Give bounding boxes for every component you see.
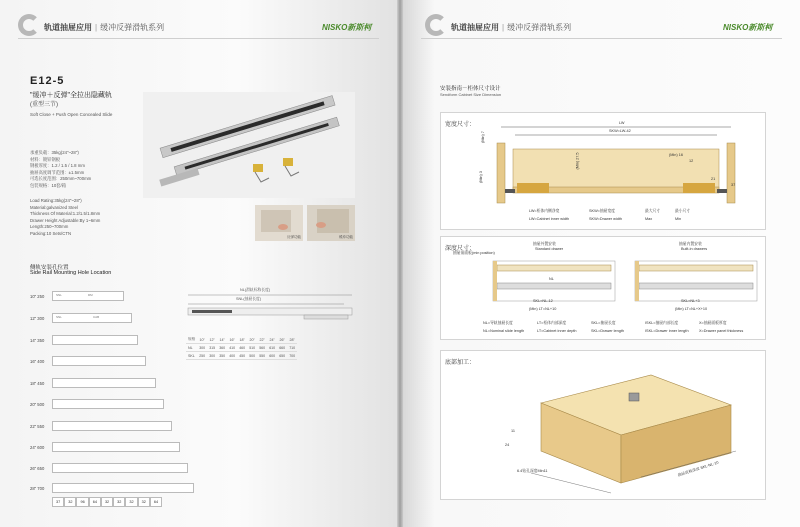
legend-item: X=抽屉面板厚度 [699, 321, 727, 325]
table-cell: 24" [267, 336, 277, 344]
bottom-machining-panel [440, 350, 766, 500]
size-label: 28" 700 [30, 486, 45, 491]
spacing-value: 64 [150, 497, 162, 507]
spec-line: 包装规格：10套/箱 [30, 182, 67, 188]
rail-hole-row [52, 313, 132, 323]
slide-rail-illustration [143, 92, 355, 198]
depth-cross-sections [489, 257, 759, 309]
rail-hole-row [52, 399, 164, 409]
size-label: 10" 250 [30, 294, 45, 299]
spec-list-chinese [30, 150, 91, 190]
spec-line: 抽屉高度调节范围：±1.5mm [30, 169, 85, 175]
spec-line: Material:galvanized Steel [30, 204, 79, 210]
spec-line: Thickness Of Material:1.2/1.5/1.8mm [30, 211, 101, 217]
soft-close-sample [307, 205, 355, 241]
table-cell: 460 [239, 345, 246, 350]
mounting-title: 侧轨安装孔位置 [30, 265, 69, 271]
product-photo [143, 92, 355, 198]
bottom-section-title: 底部加工： [445, 360, 476, 366]
table-cell: 250 [199, 353, 206, 358]
table-cell: 510 [249, 345, 256, 350]
catalog-logo-icon [425, 14, 447, 36]
rail-hole-row [52, 463, 188, 473]
product-name-english: Soft Close + Push Open Concealed Slide [30, 112, 113, 117]
slide-length-drawing [184, 292, 356, 326]
function-samples [255, 205, 355, 241]
rail-hole-row [52, 356, 146, 366]
brand-logo: NISKO新斯柯 [322, 23, 372, 32]
legend-item: ISKL=抽屉内部长度 [645, 321, 679, 325]
lt-label-a: (Min) LT=NL+10 [529, 307, 557, 311]
hole-spacing-row [52, 497, 162, 507]
depth-right-title: 抽屉内置安装 [679, 242, 702, 246]
sample-label: 反弹功能 [287, 235, 301, 239]
product-note: (重型三节) [30, 102, 58, 108]
table-cell: 300 [199, 345, 206, 350]
table-cell: 710 [289, 345, 296, 350]
legend-item: Max [645, 217, 653, 221]
rail-hole-row [52, 335, 138, 345]
spec-line: Length:250~700mm [30, 224, 69, 230]
table-cell: 400 [229, 353, 236, 358]
model-number: E12-5 [30, 75, 65, 87]
table-cell: 560 [259, 345, 266, 350]
table-header-row [186, 336, 297, 344]
skl-label-b: SKL=NL+3 [681, 299, 700, 303]
spacing-value: 96 [76, 497, 88, 507]
legend-item: LW=柜体内侧净宽 [529, 209, 560, 213]
bottom-depth-label: 抽屉底板深度 SKL-NL-10 [677, 460, 720, 478]
table-cell: 18" [237, 336, 247, 344]
min27-label: (Min) 27.5 [575, 152, 580, 170]
nl-label: NL(滑轨标称长度) [240, 288, 271, 292]
table-cell: 规格 [186, 336, 197, 344]
left-page [0, 0, 397, 527]
table-cell: 350 [219, 353, 226, 358]
hole-label: DM [88, 293, 93, 297]
size-label: 20" 500 [30, 402, 45, 407]
table-cell: 610 [269, 345, 276, 350]
legend-item: 最小尺寸 [675, 209, 691, 213]
width-dimension-panel [440, 112, 766, 230]
table-cell: 500 [249, 353, 256, 358]
legend-item: NL=Nominal slide length [483, 329, 525, 333]
table-cell: 300 [209, 353, 216, 358]
skw-label: SKW=LW-42 [609, 129, 631, 133]
catalog-logo-icon [18, 14, 40, 36]
spec-line: Packing:10 Sets/CTN [30, 230, 72, 236]
legend-item: Min [675, 217, 682, 221]
legend-item: 最大尺寸 [645, 209, 661, 213]
spacing-value: 32 [113, 497, 125, 507]
table-cell: 660 [279, 345, 286, 350]
legend-item: SKL=Drawer length [591, 329, 625, 333]
size-label: 12" 300 [30, 316, 45, 321]
rail-hole-row [52, 483, 194, 493]
spec-line: Drawer Height Adjustable:By 1~6mm [30, 217, 101, 223]
size-label: 18" 450 [30, 381, 45, 386]
rail-hole-row [52, 378, 156, 388]
dim-24: 24 [505, 443, 510, 447]
lw-label: LW [619, 121, 625, 125]
legend-item: SKW=Drawer width [589, 217, 623, 221]
spacing-value: 32 [138, 497, 150, 507]
header-subtitle: 缓冲反弹滑轨系列 [507, 23, 572, 32]
legend-item: SKL=抽屉长度 [591, 321, 616, 325]
header-separator: | [502, 23, 505, 32]
rail-hole-row [52, 421, 172, 431]
depth-section-title: 深度尺寸： [445, 246, 476, 252]
header-divider [18, 38, 379, 39]
table-cell: 360 [219, 345, 226, 350]
dim-11: 11 [511, 429, 515, 433]
table-row [186, 352, 297, 360]
drawer-front-label: 抽屉前面板(min position) [453, 251, 495, 255]
rail-hole-row [52, 442, 180, 452]
header-divider [421, 38, 782, 39]
sample-label: 缓冲功能 [339, 235, 353, 239]
table-cell: 410 [229, 345, 236, 350]
spec-list-english [30, 198, 100, 238]
header-title: 轨道抽屉应用 [44, 23, 92, 32]
spacing-value: 32 [125, 497, 137, 507]
spec-line: Load Rating:35kg(24"~28") [30, 198, 82, 203]
table-cell: NL [186, 344, 197, 352]
legend-item: LT=柜体内部深度 [537, 321, 567, 325]
min3-label: (Min) 3 [478, 171, 483, 183]
table-row [186, 344, 297, 352]
legend-item: NL=导轨抽屉长度 [483, 321, 513, 325]
table-cell: 12" [207, 336, 217, 344]
legend-item: SKW=抽屉宽度 [589, 209, 616, 213]
size-label: 26" 650 [30, 466, 45, 471]
spacing-value: 32 [101, 497, 113, 507]
size-label: 22" 550 [30, 424, 45, 429]
install-title-english: Sendform Cabinet Size Dimension [440, 92, 502, 97]
product-name: "缓冲＋反弹"全拉出隐藏轨 [30, 92, 112, 99]
snl-label: SNL(抽屉长度) [236, 297, 262, 301]
skl-label-a: SKL=NL-12 [533, 299, 553, 303]
min7-label: (Min) 7 [480, 131, 485, 143]
right-page-header [403, 18, 800, 38]
hole-label: CAB [93, 315, 100, 319]
brand-logo: NISKO新斯柯 [723, 23, 773, 32]
hole-depth-label: 6.4钻孔深度Min11 [517, 469, 548, 473]
table-cell: 550 [259, 353, 266, 358]
table-cell: 26" [277, 336, 287, 344]
spacing-value: 32 [64, 497, 76, 507]
table-cell: 28" [287, 336, 297, 344]
legend-item: X=Drawer panel thickness [699, 329, 744, 333]
dim-12: 12 [689, 159, 694, 163]
table-cell: 10" [197, 336, 207, 344]
table-cell: 650 [279, 353, 286, 358]
hole-label: SNL [56, 315, 62, 319]
size-label: 24" 600 [30, 445, 45, 450]
spec-line: 钢板厚度：1.2 / 1.5 / 1.8 mm [30, 163, 85, 169]
table-cell: 16" [227, 336, 237, 344]
mounting-title-english: Side Rail Mounting Hole Location [30, 270, 112, 276]
spec-line: 可选长度范围：250mm~700mm [30, 176, 92, 182]
header-title: 轨道抽屉应用 [451, 23, 499, 32]
table-cell: 315 [209, 345, 216, 350]
depth-dimension-panel [440, 236, 766, 340]
spacing-value: 37 [52, 497, 64, 507]
table-cell: 22" [257, 336, 267, 344]
push-open-sample [255, 205, 303, 241]
dim-37: 37 [731, 183, 736, 187]
left-page-header [0, 18, 397, 38]
width-section-title: 宽度尺寸： [445, 122, 476, 128]
size-label: 16" 400 [30, 359, 45, 364]
nl-label-depth: NL [549, 277, 554, 281]
depth-left-title: 抽屉外置安装 [533, 242, 556, 246]
spec-line: 材料：镀锌钢板 [30, 156, 61, 162]
legend-item: ISKL=Drawer inner length [645, 329, 689, 333]
size-label: 14" 350 [30, 338, 45, 343]
header-separator: | [95, 23, 98, 32]
depth-left-subtitle: Standard drawer [535, 247, 564, 251]
length-table [186, 336, 297, 360]
install-title: 安装指南－柜体尺寸设计 [440, 86, 501, 92]
lt-label-b: (Min) LT=NL+X+10 [675, 307, 708, 311]
hole-label: SNL [56, 293, 62, 297]
min16-label: (Min) 16 [669, 153, 683, 157]
table-cell: 20" [247, 336, 257, 344]
header-subtitle: 缓冲反弹滑轨系列 [100, 23, 165, 32]
table-cell: 600 [269, 353, 276, 358]
rail-hole-row [52, 291, 124, 301]
legend-item: LW=Cabinet inner width [529, 217, 570, 221]
dim-21: 21 [711, 177, 716, 181]
table-cell: 14" [217, 336, 227, 344]
table-cell: SKL [186, 352, 197, 360]
spacing-value: 64 [89, 497, 101, 507]
table-cell: 700 [289, 353, 296, 358]
legend-item: LT=Cabinet inner depth [537, 329, 577, 333]
depth-right-subtitle: Built-in drawers [681, 247, 708, 251]
spec-line: 承重负载：35kg(24"~28") [30, 150, 79, 155]
table-cell: 450 [239, 353, 246, 358]
drawer-3d-drawing [501, 365, 751, 495]
